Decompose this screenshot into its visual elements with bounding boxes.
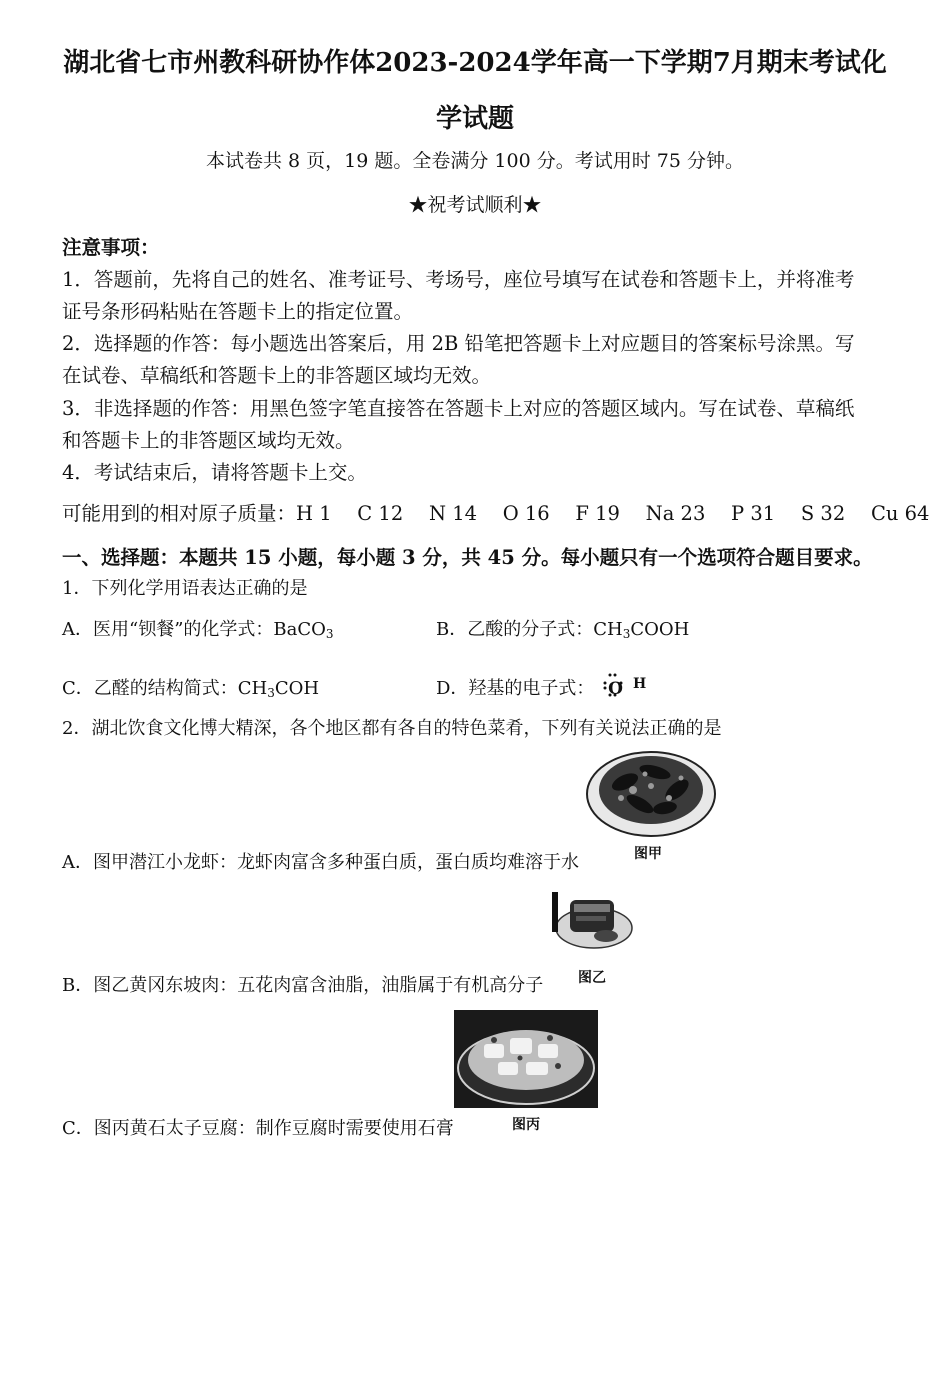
q1-option-c [62, 674, 319, 700]
caption-c: 图丙 [512, 1117, 540, 1133]
q1-c-suffix: COH [274, 678, 320, 699]
caption-a: 图甲 [634, 846, 662, 862]
note-line-7: 4．考试结束后，请将答题卡上交。 [62, 461, 367, 484]
q1-option-d [436, 674, 647, 700]
q1-c-text: C．乙醛的结构简式：CH [62, 678, 268, 699]
dongpo-pork-photo [550, 884, 634, 956]
exam-title-line1: 湖北省七市州教科研协作体2023-2024学年高一下学期7月期末考试化 [63, 48, 887, 78]
hydrogen-symbol: H [632, 676, 647, 692]
crayfish-photo [585, 742, 717, 839]
note-line-3: 2．选择题的作答：每小题选出答案后，用 2B 铅笔把答题卡上对应题目的答案标号涂黑。写 [62, 332, 855, 355]
q2-stem: 2．湖北饮食文化博大精深，各个地区都有各自的特色菜肴，下列有关说法正确的是 [62, 718, 722, 739]
q1-a-text: A．医用“钡餐”的化学式：BaCO [62, 619, 326, 640]
q1-option-a [62, 615, 334, 641]
exam-wish: ★祝考试顺利★ [408, 194, 542, 216]
q1-d-text: D．羟基的电子式： [436, 678, 595, 699]
caption-b: 图乙 [578, 970, 606, 986]
exam-title-line2: 学试题 [435, 104, 514, 134]
q1-option-b [436, 615, 689, 641]
q2-option-c: C．图丙黄石太子豆腐：制作豆腐时需要使用石膏 [62, 1118, 454, 1139]
q1-b-suffix: COOH [630, 619, 690, 640]
q1-a-sub: 3 [325, 627, 334, 641]
q1-b-sub: 3 [622, 627, 631, 641]
exam-info: 本试卷共 8 页，19 题。全卷满分 100 分。考试用时 75 分钟。 [206, 150, 744, 172]
note-line-6: 和答题卡上的非答题区域均无效。 [62, 429, 355, 452]
tofu-photo [454, 1010, 598, 1108]
note-line-5: 3．非选择题的作答：用黑色签字笔直接答在答题卡上对应的答题区域内。写在试卷、草稿纸 [62, 397, 855, 420]
q1-stem: 1．下列化学用语表达正确的是 [62, 578, 308, 599]
atomic-masses: 可能用到的相对原子质量：H 1 C 12 N 14 O 16 F 19 Na 23 P 31 S 32 Cu 64 [62, 502, 930, 525]
oxygen-symbol: O [608, 679, 623, 699]
notes-heading: 注意事项： [62, 236, 160, 259]
note-line-1: 1．答题前，先将自己的姓名、准考证号、考场号，座位号填写在试卷和答题卡上，并将准考 [62, 268, 855, 291]
note-line-2: 证号条形码粘贴在答题卡上的指定位置。 [62, 300, 414, 323]
q1-c-sub: 3 [267, 686, 275, 700]
section1-heading: 一、选择题：本题共 15 小题，每小题 3 分，共 45 分。每小题只有一个选项符合题目要求。 [62, 546, 873, 569]
q2-option-a: A．图甲潜江小龙虾：龙虾肉富含多种蛋白质，蛋白质均难溶于水 [62, 852, 579, 873]
hydroxyl-electron-formula [604, 676, 647, 699]
q2-option-b: B．图乙黄冈东坡肉：五花肉富含油脂，油脂属于有机高分子 [62, 975, 544, 996]
note-line-4: 在试卷、草稿纸和答题卡上的非答题区域均无效。 [62, 364, 492, 387]
q1-b-text: B．乙酸的分子式：CH [436, 619, 623, 640]
